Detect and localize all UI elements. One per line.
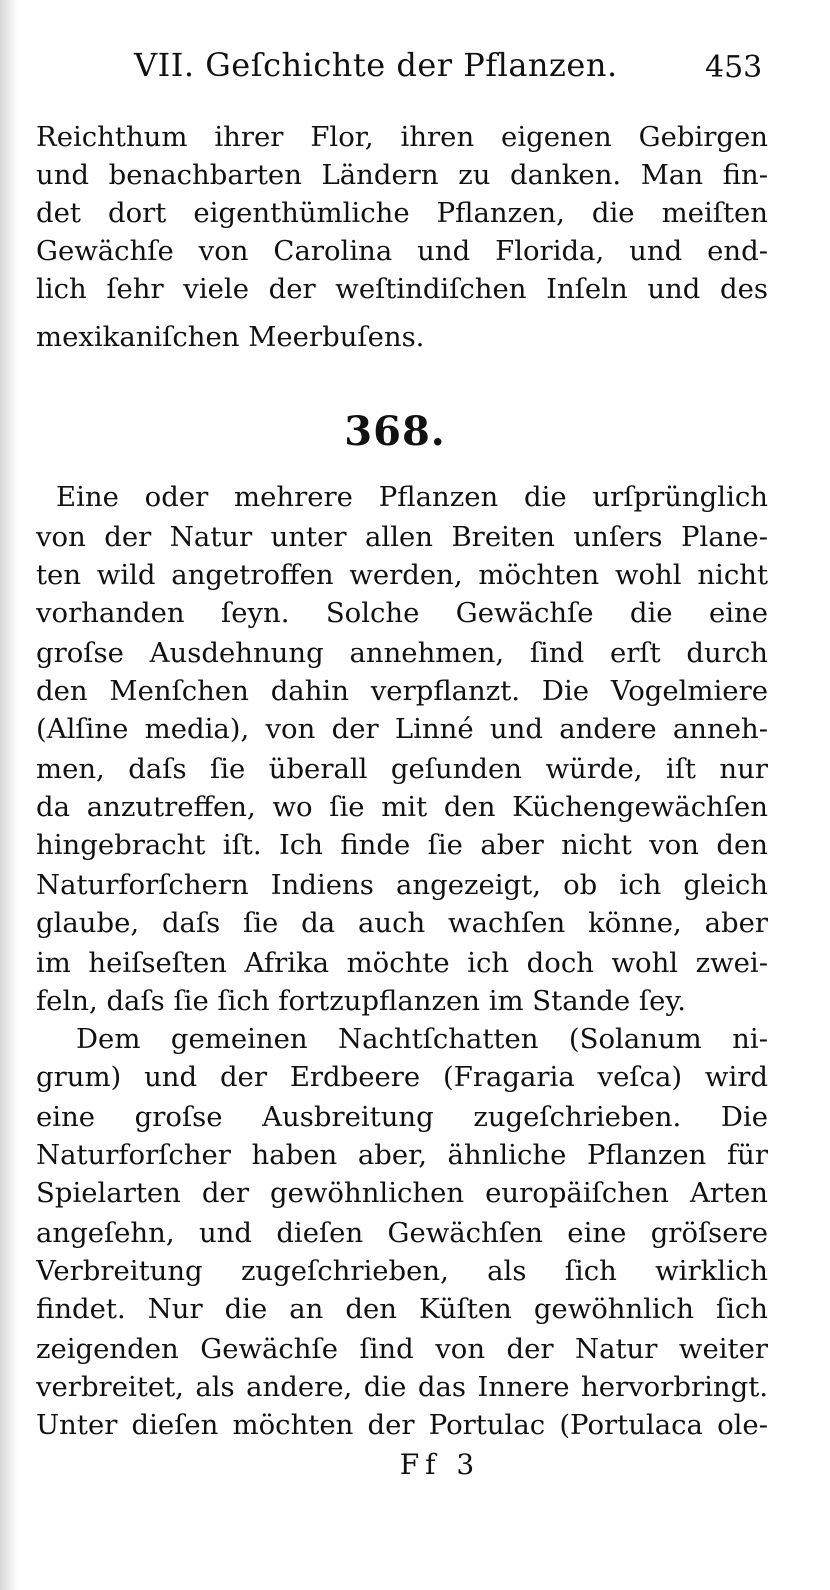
text-line: mexikaniſchen Meerbuſens. [36, 321, 425, 353]
text-line: findet. Nur die an den Küſten gewöhnlich ſich [36, 1293, 768, 1325]
text-line: da anzutreffen, wo ſie mit den Küchengewächſen [36, 791, 768, 823]
text-line: grum) und der Erdbeere (Fragaria veſca) wird [36, 1061, 768, 1093]
text-line: feln, daſs ſie ſich fortzupflanzen im Stande ſey. [36, 985, 686, 1017]
text-line: lich ſehr viele der weſtindiſchen Inſeln und des [36, 273, 768, 305]
text-line: verbreitet, als andere, die das Innere hervorbringt. [36, 1371, 768, 1403]
section-number: 368. [344, 408, 446, 455]
text-line: hingebracht iſt. Ich finde ſie aber nicht von den [36, 829, 768, 861]
text-line: und benachbarten Ländern zu danken. Man fin- [36, 159, 768, 191]
text-line: Unter dieſen möchten der Portulac (Portulaca ole- [36, 1409, 768, 1441]
text-line: Spielarten der gewöhnlichen europäiſchen Arten [36, 1177, 768, 1209]
text-line: im heiſseſten Afrika möchte ich doch wohl zwei- [36, 947, 768, 979]
text-line: eine groſse Ausbreitung zugeſchrieben. Die [36, 1101, 768, 1133]
text-line: Dem gemeinen Nachtſchatten (Solanum ni- [76, 1023, 768, 1055]
running-head [0, 46, 830, 94]
signature-mark: Ff 3 [399, 1448, 481, 1481]
text-line: Gewächſe von Carolina und Florida, und end- [36, 235, 768, 267]
text-line: Verbreitung zugeſchrieben, als ſich wirklich [36, 1255, 768, 1287]
text-line: von der Natur unter allen Breiten unſers Plane- [36, 521, 768, 553]
text-line: Eine oder mehrere Pflanzen die urſprünglich [56, 481, 768, 513]
text-line: Reichthum ihrer Flor, ihren eigenen Gebirgen [36, 121, 768, 153]
text-line: Naturforſcher haben aber, ähnliche Pflanzen für [36, 1139, 768, 1171]
text-line: den Menſchen dahin verpflanzt. Die Vogelmiere [36, 675, 768, 707]
text-line: men, daſs ſie überall geſunden würde, iſt nur [36, 753, 768, 785]
text-line: ten wild angetroffen werden, möchten wohl nicht [36, 559, 768, 591]
page-number: 453 [705, 50, 763, 85]
text-line: Naturforſchern Indiens angezeigt, ob ich gleich [36, 869, 768, 901]
text-line: zeigenden Gewächſe ſind von der Natur weiter [36, 1333, 768, 1365]
text-line: det dort eigenthümliche Pflanzen, die meiſten [36, 197, 768, 229]
text-line: vorhanden ſeyn. Solche Gewächſe die eine [36, 597, 768, 629]
text-line: glaube, daſs ſie da auch wachſen könne, aber [36, 907, 768, 939]
text-line: (Alſine media), von der Linné und andere anneh- [36, 713, 768, 745]
text-line: groſse Ausdehnung annehmen, ſind erſt durch [36, 637, 768, 669]
chapter-title: VII. Geſchichte der Pflanzen. [134, 46, 618, 84]
text-line: angeſehn, und dieſen Gewächſen eine gröſsere [36, 1217, 768, 1249]
